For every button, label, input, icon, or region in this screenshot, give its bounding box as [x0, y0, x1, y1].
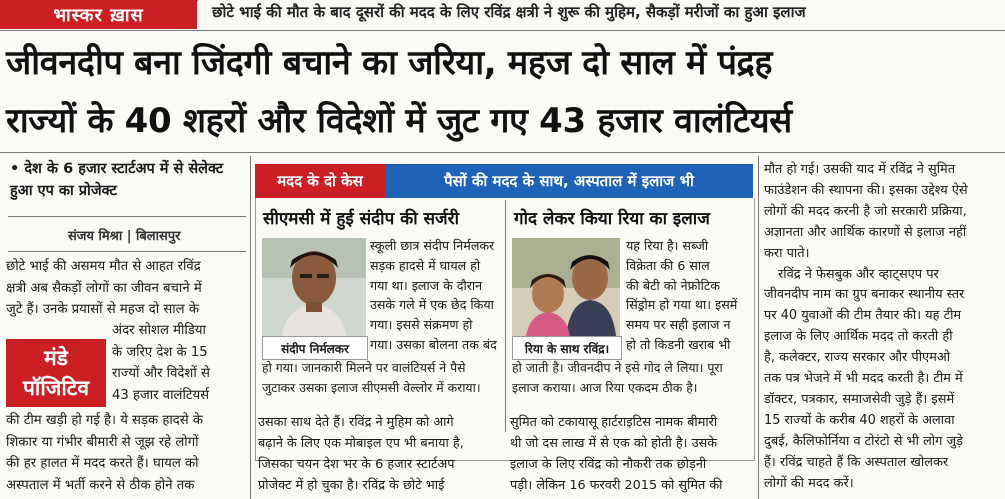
text-line: जिसका चयन देश भर के 6 हजार स्टार्टअप [258, 457, 455, 472]
text-line: की टीम खड़ी हो गई है। ये सड़क हादसे के [6, 413, 204, 428]
text-line: दुबई, कैलिफोर्निया व टोरंटो से भी लोग जुड़े [764, 433, 963, 449]
text-line: सिंड्रोम हो गया था। इसमें [626, 297, 738, 313]
text-line: फाउंडेशन की स्थापना की। इसका उद्देश्य ऐसे [764, 182, 968, 198]
text-line: इलाज के लिए आर्थिक मदद तो करती ही [764, 329, 953, 345]
byline-rule-bottom [8, 251, 246, 252]
case-2-title: गोद लेकर किया रिया का इलाज [514, 209, 710, 229]
text-line: हैं। रविंद्र चाहते हैं कि अस्पताल खोलकर [764, 454, 949, 470]
text-line: जीवनदीप नाम का ग्रुप बनाकर स्थानीय स्तर [764, 287, 965, 303]
riya-photo [512, 238, 620, 336]
text-line: जुटे हैं। उनके प्रयासों से महज दो साल के [6, 302, 199, 317]
left-beside-badge-text [112, 320, 244, 406]
badge-line-1: मंडे [44, 346, 68, 370]
cases-divider [505, 200, 506, 432]
text-line: डॉक्टर, पत्रकार, समाजसेवी जुड़े हैं। इसमें [764, 391, 955, 407]
text-line: छोटे भाई की असमय मौत से आहत रविंद्र [6, 259, 201, 274]
case-2-caption: रिया के साथ रविंद्र। [512, 336, 622, 360]
headline-line-1: जीवनदीप बना जिंदगी बचाने का जरिया, महज दो साल में पंद्रह [6, 43, 773, 83]
text-line: हो गया। जानकारी मिलने पर वालंटियर्स ने पैसे [262, 360, 466, 375]
text-line: बढ़ाने के लिए एक मोबाइल एप भी बनाया है, [258, 436, 464, 451]
headline-line-2: राज्यों के 40 शहरों और विदेशों में जुट गए 43 हजार वालंटियर्स [6, 101, 792, 141]
text-line: अज्ञानता और आर्थिक कारणों से इलाज नहीं [764, 224, 967, 240]
text-line: 43 हजार वालंटियर्स [112, 387, 210, 403]
column-divider-right [758, 156, 759, 499]
text-line: हो जाती है। जीवनदीप ने इसे गोद ले लिया। पूरा [512, 360, 723, 375]
badge-line-2: पॉजिटिव [22, 376, 90, 400]
column-divider-left [250, 156, 251, 499]
text-line: की बेटी को नेफ्रोटिक [626, 277, 720, 293]
text-line: करा पाते। [764, 245, 810, 261]
text-line: समय पर सही इलाज न [626, 317, 731, 333]
cases-subtitle-band: पैसों की मदद के साथ, अस्पताल में इलाज भी [385, 164, 753, 198]
headline-rule [0, 152, 1005, 153]
text-line: के जरिए देश के 15 [112, 344, 208, 360]
case-1-beside-text [370, 236, 500, 355]
text-line: इलाज के लिए रविंद्र को नौकरी तक छोड़नी [510, 457, 707, 472]
monday-positive-badge [6, 339, 106, 407]
byline-rule-top [8, 216, 246, 217]
text-line: स्कूली छात्र संदीप निर्मलकर [370, 238, 495, 253]
text-line: अस्पताल में भर्ती करने से ठीक होने तक [6, 477, 195, 493]
text-line: इलाज कराया। आज रिया एकदम ठीक है। [512, 380, 698, 395]
byline: संजय मिश्रा | बिलासपुर [68, 229, 181, 244]
case-2-beside-text [626, 236, 750, 355]
text-line: 15 राज्यों के करीब 40 शहरों के अलावा [764, 412, 955, 428]
text-line: लोगों की मदद करनी है जो सरकारी प्रक्रिया, [764, 203, 967, 219]
middle-bottom-column-2 [510, 412, 754, 496]
middle-bottom-column-1 [258, 412, 500, 496]
text-line: हो तो किडनी खराब भी [626, 336, 731, 352]
case-1-title: सीएमसी में हुई संदीप की सर्जरी [263, 209, 459, 229]
text-line: शिकार या गंभीर बीमारी से जूझ रहे लोगों [6, 434, 199, 450]
text-line: अंदर सोशल मीडिया [112, 323, 206, 338]
case-1-tail-text [262, 358, 502, 398]
top-rule [0, 30, 1005, 31]
highlight-point: • देश के 6 हजार स्टार्टअप में से सेलेक्ट हुआ एप का प्रोजेक्ट [10, 161, 224, 199]
text-line: सुमित को टकायासू हार्टराइटिस नामक बीमारी [510, 415, 718, 430]
text-line: की हर हालत में मदद करते हैं। घायल को [6, 456, 199, 471]
sandeep-photo [262, 238, 366, 336]
text-line: मौत हो गई। उसकी याद में रविंद्र ने सुमित [764, 162, 956, 177]
text-line: थी जो दस लाख में से एक को होती है। उसके [510, 436, 718, 451]
text-line: क्षत्री अब सैकड़ों लोगों का जीवन बचाने में [6, 280, 202, 296]
text-line: लोगों की मदद करें। [764, 475, 854, 491]
brand-label: भास्कर ख़ास [0, 0, 197, 29]
case-2-tail-text [512, 358, 750, 398]
text-line: तक पत्र भेजने में भी मदद करती है। टीम में [764, 371, 963, 387]
left-tail-paragraph [6, 410, 244, 496]
cases-label: मदद के दो केस [255, 164, 385, 198]
text-line: है, कलेक्टर, राज्य सरकार और पीएमओ [764, 350, 951, 366]
case-1-caption: संदीप निर्मलकर [262, 336, 368, 360]
kicker-text: छोटे भाई की मौत के बाद दूसरों की मदद के लिए रविंद्र क्षत्री ने शुरू की मुहिम, सैकड़ों मरीजों का हुआ इलाज [212, 3, 806, 21]
text-line: पर 40 युवाओं की टीम तैयार की। यह टीम [764, 308, 962, 324]
text-line: गया। उसका बोलना तक बंद [370, 336, 497, 352]
text-line: राज्यों और विदेशों से [112, 366, 210, 381]
text-line: उसका साथ देते हैं। रविंद्र ने मुहिम को आगे [258, 415, 454, 430]
text-line: रविंद्र ने फेसबुक और व्हाट्सएप पर [778, 266, 939, 282]
left-intro-paragraph [6, 256, 244, 321]
right-column-text [764, 160, 1000, 495]
text-line: सड़क हादसे में घायल हो [370, 257, 481, 273]
text-line: गया था। इलाज के दौरान [370, 277, 483, 293]
text-line: उसके गले में एक छेद किया [370, 297, 494, 313]
text-line: यह रिया है। सब्जी [626, 238, 709, 253]
text-line: प्रोजेक्ट में हो चुका है। रविंद्र के छोटे भाई [258, 478, 445, 493]
text-line: पड़ी। लेकिन 16 फरवरी 2015 को सुमित की [510, 478, 723, 493]
text-line: गया। इससे संक्रमण हो [370, 317, 473, 333]
text-line: जुटाकर उसका इलाज सीएमसी वेल्लोर में कराया। [262, 380, 481, 395]
text-line: विक्रेता की 6 साल [626, 257, 710, 273]
